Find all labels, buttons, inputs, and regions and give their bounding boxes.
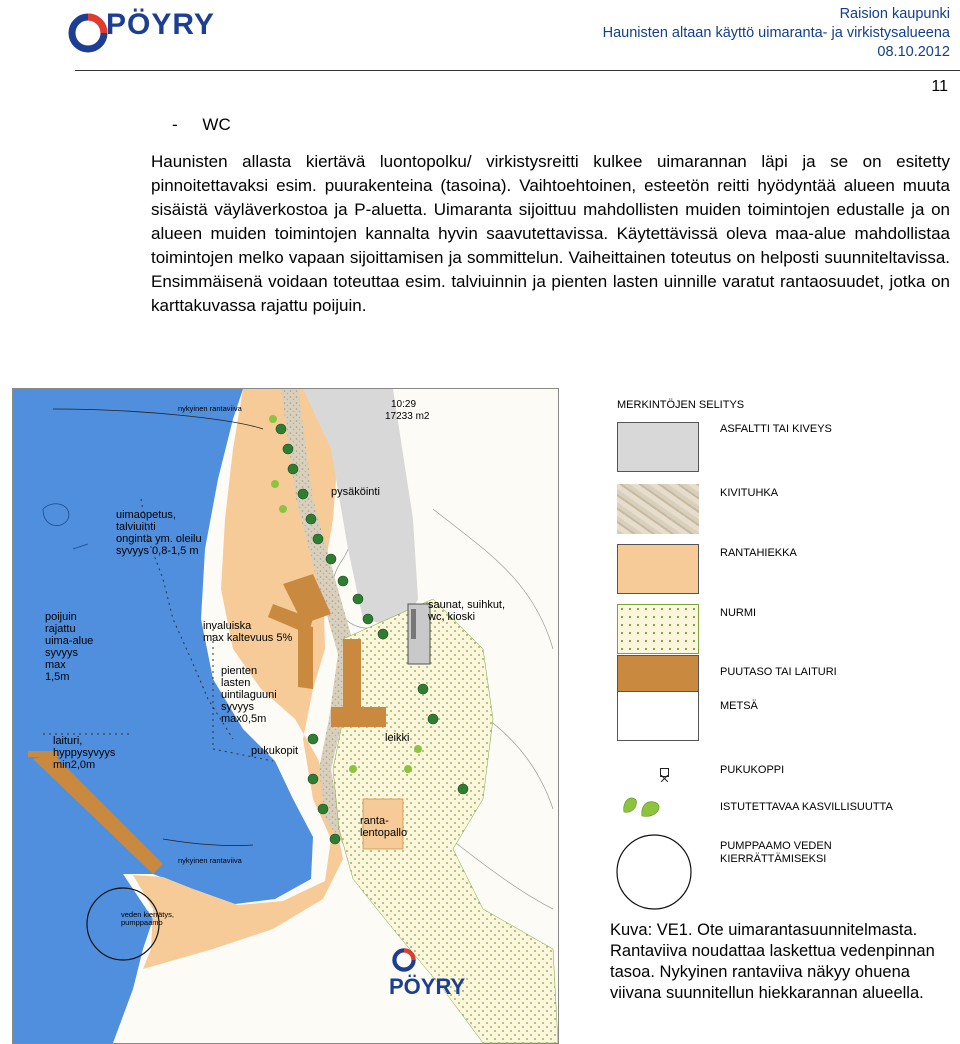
- legend-label-gravel: KIVITUHKA: [720, 487, 779, 499]
- legend-label-forest: METSÄ: [720, 700, 758, 712]
- legend-label-lawn: NURMI: [720, 607, 757, 619]
- legend-swatch-forest: [617, 691, 699, 741]
- map-label-beach-volleyball: ranta- lentopallo: [360, 815, 408, 839]
- header-title: Haunisten altaan käyttö uimaranta- ja virkistysalueena: [602, 25, 950, 41]
- header-client: Raision kaupunki: [839, 6, 950, 22]
- bullet-text: WC: [202, 115, 231, 134]
- legend-label-pump-station: PUMPPAAMO VEDEN KIERRÄTTÄMISEKSI: [720, 840, 832, 865]
- map-label-small-children: pienten lasten uintilaguuni syvyys max0,5m: [221, 665, 277, 725]
- legend-label-changing-booth: PUKUKOPPI: [720, 764, 785, 776]
- legend-label-planting: ISTUTETTAVAA KASVILLISUUTTA: [720, 801, 893, 813]
- map-poyry-logo-mark-icon: [389, 945, 419, 975]
- map-label-shoreline-bottom: nykyinen rantaviiva: [178, 856, 242, 865]
- legend-swatch-sand: [617, 544, 699, 594]
- header-date: 08.10.2012: [877, 44, 950, 60]
- figure-caption: Kuva: VE1. Ote uimarantasuunnitelmasta. Rantaviiva noudattaa laskettua vedenpinnan tasoa. Nykyinen rantaviiva näkyy ohuena viivana suunnitellun hiekkarannan alueella.: [610, 921, 935, 1002]
- map-drawing: [13, 389, 558, 1043]
- map-poyry-logo: [389, 945, 465, 998]
- map-label-shoreline-top: nykyinen rantaviiva: [178, 404, 242, 413]
- legend-label-sand: RANTAHIEKKA: [720, 547, 797, 559]
- legend-swatch-lawn: [617, 604, 699, 654]
- bullet-dash: -: [172, 115, 178, 134]
- pump-station-icon: [614, 832, 694, 912]
- legend-label-asphalt: ASFALTTI TAI KIVEYS: [720, 423, 832, 435]
- body-paragraph: Haunisten allasta kiertävä luontopolku/ virkistysreitti kulkee uimarannan läpi ja se on esitetty pinnoitettavaksi esim. puurakenteina (tasoina). Vaihtoehtoinen, esteetön reitti hyödyntää alueen muuta sisäistä väyläverkostoa ja P-aluetta. Uimaranta sijoittuu mahdollisten muiden toimintojen edustalle ja on alueen muiden toimintojen kannalta hyvin saavutettavissa. Käytettävissä oleva maa-alue mahdollistaa toimintojen melko vapaan sijoittamisen ja sommittelun. Vaiheittainen toteutus on helposti suunniteltavissa. Ensimmäisenä voidaan toteuttaa esim. talviuinnin ja pienten lasten uinnille varatut rantaosuudet, jotka on karttakuvassa rajattu poijuin.: [151, 152, 950, 315]
- legend-label-deck: PUUTASO TAI LAITURI: [720, 666, 837, 678]
- map-label-pump: veden kierrätys, pumppaamo: [121, 910, 174, 927]
- page-number: 11: [931, 78, 948, 95]
- map-label-changing-booths: pukukopit: [251, 745, 299, 757]
- map-label-sauna: saunat, suihkut, wc, kioski: [428, 599, 506, 623]
- map-label-buoys: poijuin rajattu uima-alue syvyys max 1,5m: [45, 611, 94, 683]
- legend-swatch-asphalt: [617, 422, 699, 472]
- map-label-area-code: 10:29: [391, 399, 417, 410]
- bullet-item: [172, 115, 231, 135]
- map-label-area-size: 17233 m2: [385, 411, 430, 422]
- map-label-swimming-instruction: uimaopetus, talviuinti onginta ym. oleilu syvyys 0,8-1,5 m: [116, 509, 202, 557]
- legend-title: MERKINTÖJEN SELITYS: [617, 399, 745, 411]
- map-label-playground: leikki: [385, 732, 410, 744]
- legend-icon-changing-booth: [660, 768, 669, 777]
- document-header: [603, 5, 950, 62]
- map-poyry-logo-text: PÖYRY: [389, 974, 466, 1000]
- header-divider: [75, 70, 960, 71]
- map-label-pier: laituri, hyppysyvyys min2,0m: [53, 735, 116, 771]
- poyry-logo-text: PÖYRY: [106, 8, 215, 41]
- legend-swatch-gravel: [617, 484, 699, 534]
- map-label-accessible-ramp: invaluiska max kaltevuus 5%: [203, 620, 293, 644]
- map-label-parking: pysäköinti: [331, 486, 380, 498]
- planting-icon: [620, 790, 664, 820]
- changing-booth-icon: [661, 775, 668, 782]
- beach-plan-map: [12, 388, 559, 1044]
